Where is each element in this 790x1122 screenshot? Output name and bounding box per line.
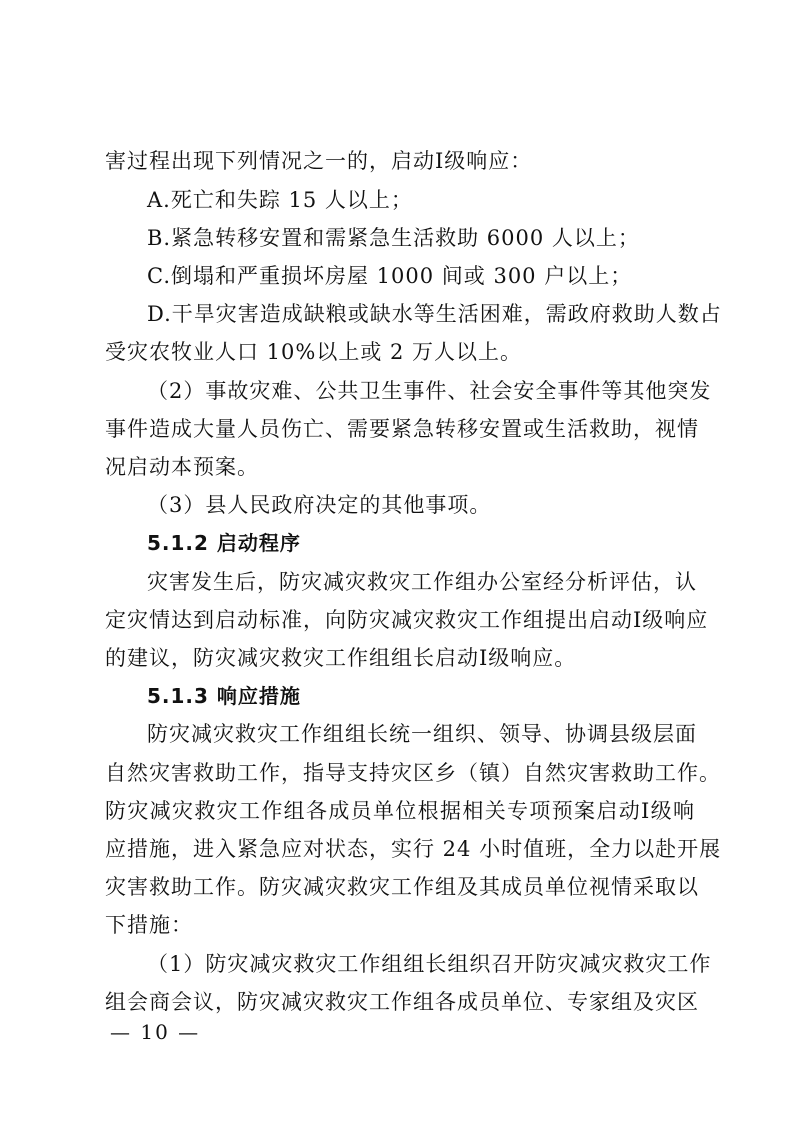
body-text-line: 况启动本预案。 bbox=[105, 455, 259, 479]
list-item-c: C.倒塌和严重损坏房屋 1000 间或 300 户以上； bbox=[147, 264, 633, 288]
body-text-line: 防灾减灾救灾工作组各成员单位根据相关专项预案启动Ⅰ级响 bbox=[105, 799, 695, 823]
paragraph-item-1: （1）防灾减灾救灾工作组组长组织召开防灾减灾救灾工作 bbox=[147, 952, 712, 976]
list-item-b: B.紧急转移安置和需紧急生活救助 6000 人以上； bbox=[147, 226, 640, 250]
body-text-line: 受灾农牧业人口 10%以上或 2 万人以上。 bbox=[105, 340, 523, 364]
body-text-line: 害过程出现下列情况之一的，启动Ⅰ级响应： bbox=[105, 149, 533, 173]
section-heading-5-1-2: 5.1.2 启动程序 bbox=[147, 531, 301, 555]
body-text-line: 定灾情达到启动标准，向防灾减灾救灾工作组提出启动Ⅰ级响应 bbox=[105, 608, 709, 632]
body-text-line: 的建议，防灾减灾救灾工作组组长启动Ⅰ级响应。 bbox=[105, 646, 577, 670]
body-text-line: 应措施，进入紧急应对状态，实行 24 小时值班，全力以赴开展 bbox=[105, 837, 722, 861]
section-heading-5-1-3: 5.1.3 响应措施 bbox=[147, 684, 301, 708]
body-text-line: 下措施： bbox=[105, 913, 193, 937]
paragraph-item-3: （3）县人民政府决定的其他事项。 bbox=[147, 493, 492, 517]
list-item-d: D.干旱灾害造成缺粮或缺水等生活困难，需政府救助人数占 bbox=[147, 302, 722, 326]
body-text-line: 灾害发生后，防灾减灾救灾工作组办公室经分析评估，认 bbox=[147, 570, 697, 594]
body-text-line: 自然灾害救助工作，指导支持灾区乡（镇）自然灾害救助工作。 bbox=[105, 761, 721, 785]
page-number: — 10 — bbox=[110, 1020, 201, 1044]
body-text-line: 灾害救助工作。防灾减灾救灾工作组及其成员单位视情采取以 bbox=[105, 875, 699, 899]
body-text-line: 防灾减灾救灾工作组组长统一组织、领导、协调县级层面 bbox=[147, 722, 697, 746]
body-text-line: 组会商会议，防灾减灾救灾工作组各成员单位、专家组及灾区 bbox=[105, 990, 699, 1014]
paragraph-item-2: （2）事故灾难、公共卫生事件、社会安全事件等其他突发 bbox=[147, 379, 712, 403]
body-text-line: 事件造成大量人员伤亡、需要紧急转移安置或生活救助，视情 bbox=[105, 417, 699, 441]
list-item-a: A.死亡和失踪 15 人以上； bbox=[147, 188, 413, 212]
